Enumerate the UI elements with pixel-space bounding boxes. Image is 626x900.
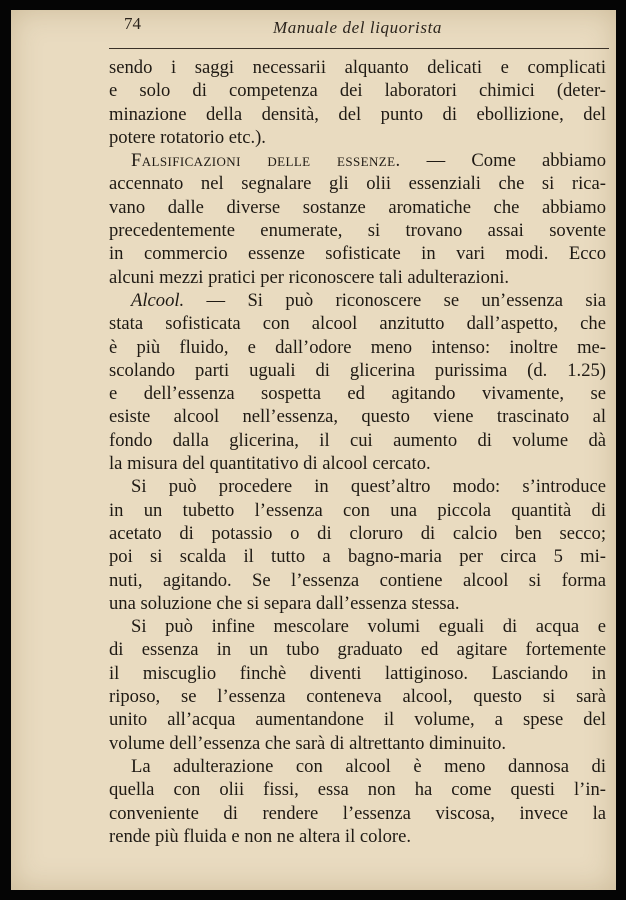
text-line: fondo dalla glicerina, il cui aumento di volume dà [109,429,606,451]
text-line: vano dalle diverse sostanze aromatiche che abbiamo [109,196,606,218]
text-line: e solo di competenza dei laboratori chimici (deter- [109,80,606,102]
text-line: accennato nel segnalare gli olii essenziali che si rica- [109,173,606,195]
text-line: precedentemente enumerate, si trovano assai sovente [109,220,606,242]
text-line: Si può infine mescolare volumi eguali di acqua e [131,616,606,638]
text-line: quella con olii fissi, essa non ha come questi l’in- [109,779,606,801]
text-line: il miscuglio finchè diventi lattiginoso. Lasciando in [109,662,606,684]
text-line: esiste alcool nell’essenza, questo viene trascinato al [109,406,606,428]
text-line: in un tubetto l’essenza con una piccola quantità di [109,499,606,521]
text-line: nuti, agitando. Se l’essenza contiene alcool si forma [109,569,606,591]
section-heading-line [109,149,606,172]
text-line: stata sofisticata con alcool anzitutto dall’aspetto, che [109,313,606,335]
text-run: — Come abbiamo [400,150,606,172]
subheading: Alcool. [131,289,185,311]
text-line: riposo, se l’essenza conteneva alcool, questo si sarà [109,686,606,708]
text-line: acetato di potassio o di cloruro di calcio ben secco; [109,522,606,544]
text-line: rende più fluida e non ne altera il colore. [109,825,412,847]
section-heading: Falsificazioni delle essenze. [131,150,401,172]
text-line: conveniente di rendere l’essenza viscosa, invece la [109,802,606,824]
header-rule [109,48,609,49]
text-line: è più fluido, e dall’odore meno intenso: inoltre me- [109,336,606,358]
text-line: volume dell’essenza che sarà di altrettanto diminuito. [109,732,507,754]
subheading-line [109,289,606,312]
text-line: di essenza in un tubo graduato ed agitare fortemente [109,639,606,661]
text-line: scolando parti uguali di glicerina purissima (d. 1.25) [109,359,606,381]
text-line: alcuni mezzi pratici per riconoscere tali adulterazioni. [109,266,510,288]
text-line: unito all’acqua aumentandone il volume, a spese del [109,709,606,731]
text-run: — Si può riconoscere se un’essenza sia [184,289,606,311]
text-line: potere rotatorio etc.). [109,126,266,148]
text-line: e dell’essenza sospetta ed agitando vivamente, se [109,383,606,405]
text-line: sendo i saggi necessarii alquanto delicati e complicati [109,57,606,78]
text-line: poi si scalda il tutto a bagno-maria per circa 5 mi- [109,546,606,568]
text-line: La adulterazione con alcool è meno dannosa di [131,755,606,777]
text-line: una soluzione che si separa dall’essenza stessa. [109,592,460,614]
page-number: 74 [124,14,141,33]
book-page [11,10,616,890]
body-text [109,56,606,848]
text-line: Si può procedere in quest’altro modo: s’introduce [131,476,606,498]
text-line: in commercio essenze sofisticate in vari modi. Ecco [109,243,606,265]
text-line: la misura del quantitativo di alcool cercato. [109,453,431,475]
running-title: Manuale del liquorista [273,18,443,37]
text-line: minazione della densità, del punto di ebollizione, del [109,103,606,125]
